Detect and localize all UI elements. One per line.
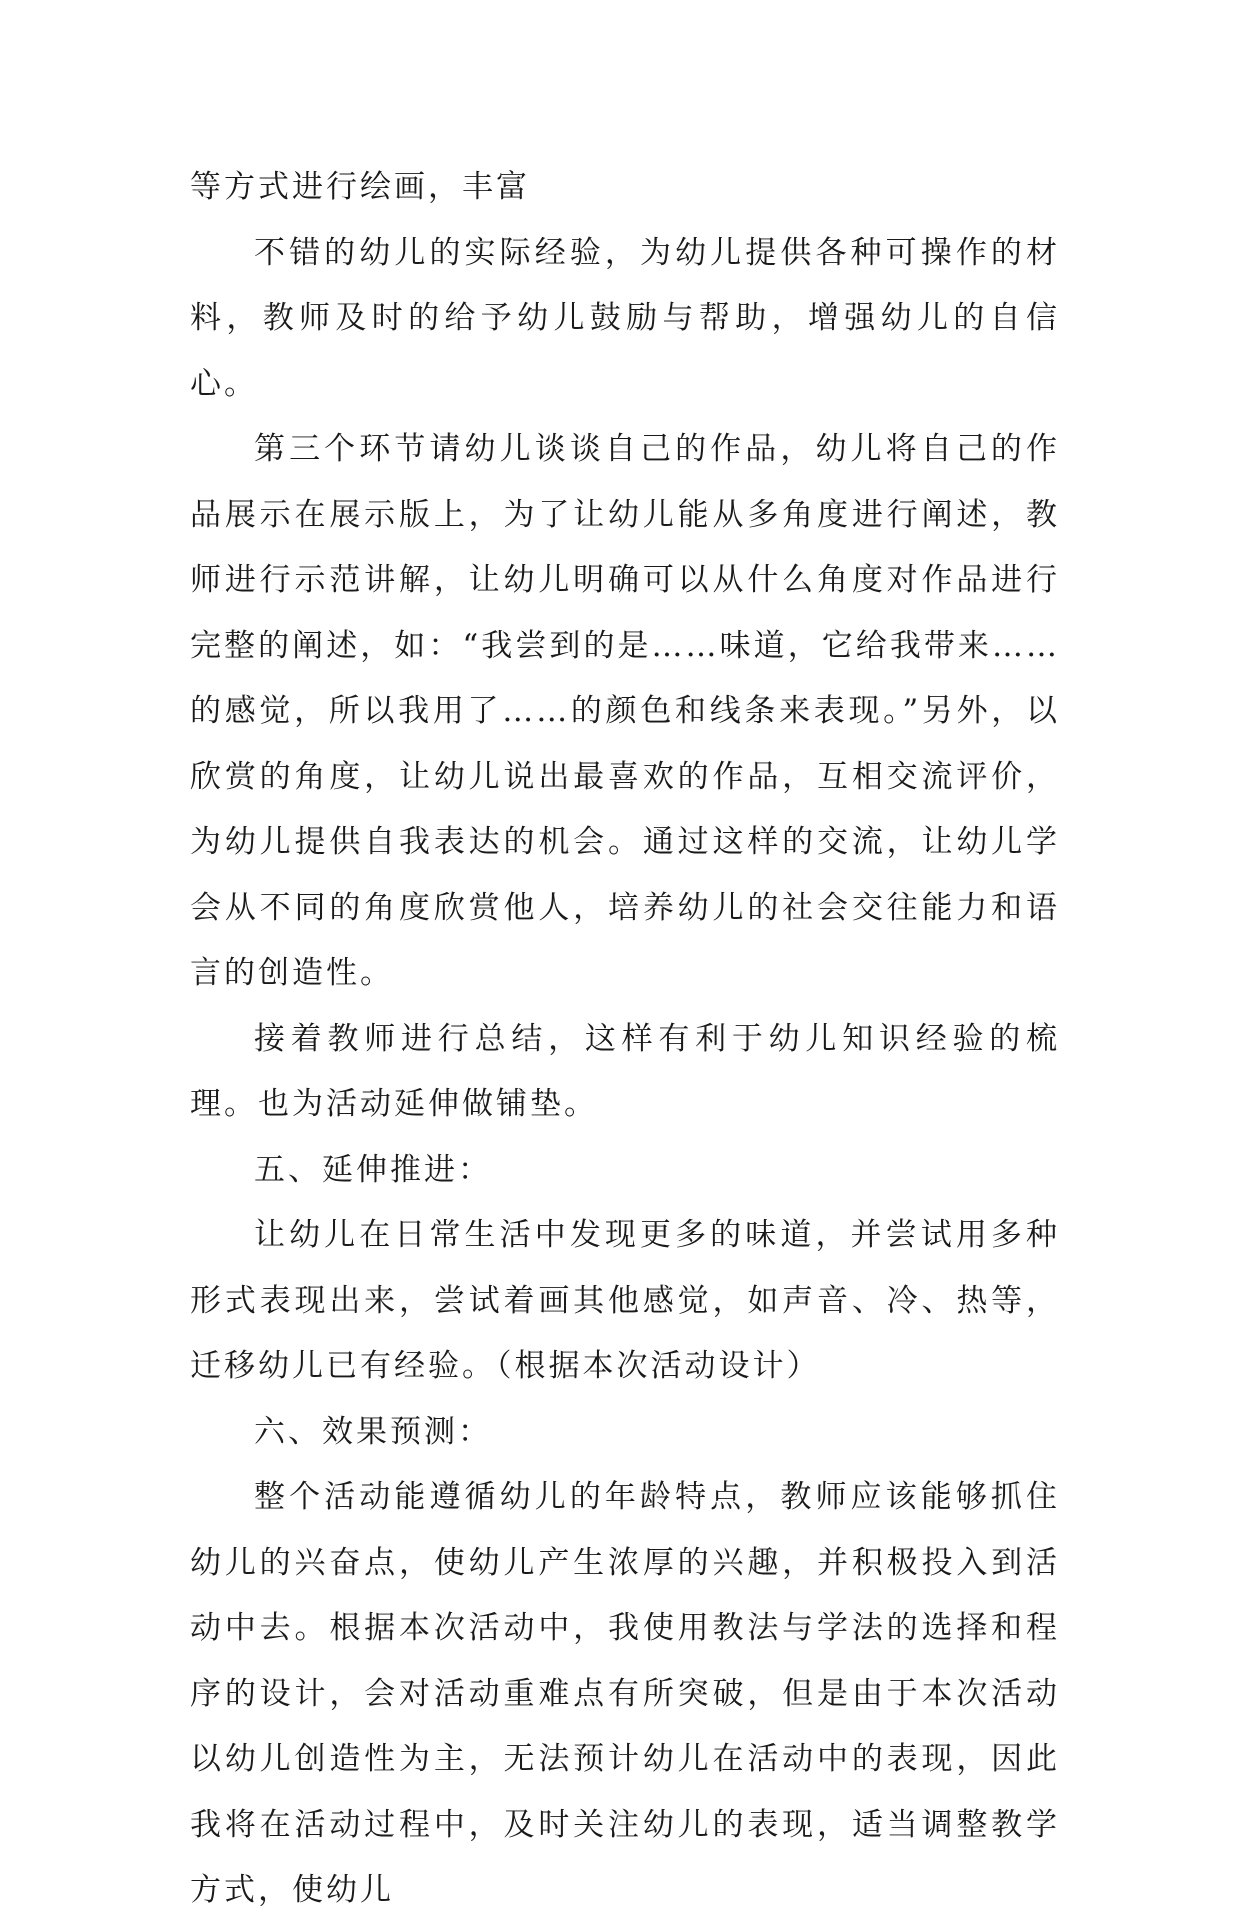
paragraph-4: 接着教师进行总结，这样有利于幼儿知识经验的梳理。也为活动延伸做铺垫。 [190,1020,1060,1122]
paragraph-2: 不错的幼儿的实际经验，为幼儿提供各种可操作的材料，教师及时的给予幼儿鼓励与帮助，增强幼儿的自信心。 [190,234,1060,402]
document-body [190,155,1060,1924]
paragraph-5: 让幼儿在日常生活中发现更多的味道，并尝试用多种形式表现出来，尝试着画其他感觉，如声音、冷、热等，迁移幼儿已有经验。（根据本次活动设计） [190,1217,1060,1384]
section-heading-prediction: 六、效果预测： [254,1413,492,1450]
paragraph-3: 第三个环节请幼儿谈谈自己的作品，幼儿将自己的作品展示在展示版上，为了让幼儿能从多角度进行阐述，教师进行示范讲解，让幼儿明确可以从什么角度对作品进行完整的阐述，如：“我尝到的是……味道，它给我带来……的感觉，所以我用了……的颜色和线条来表现。”另外，以欣赏的角度，让幼儿说出最喜欢的作品，互相交流评价，为幼儿提供自我表达的机会。通过这样的交流，让幼儿学会从不同的角度欣赏他人，培养幼儿的社会交往能力和语言的创造性。 [190,431,1060,991]
section-heading-extension: 五、延伸推进： [254,1151,492,1188]
paragraph-6: 整个活动能遵循幼儿的年龄特点，教师应该能够抓住幼儿的兴奋点，使幼儿产生浓厚的兴趣，并积极投入到活动中去。根据本次活动中，我使用教法与学法的选择和程序的设计，会对活动重难点有所突破，但是由于本次活动以幼儿创造性为主，无法预计幼儿在活动中的表现，因此我将在活动过程中，及时关注幼儿的表现，适当调整教学方式，使幼儿 [190,1479,1060,1908]
paragraph-1: 等方式进行绘画，丰富 [190,169,530,205]
